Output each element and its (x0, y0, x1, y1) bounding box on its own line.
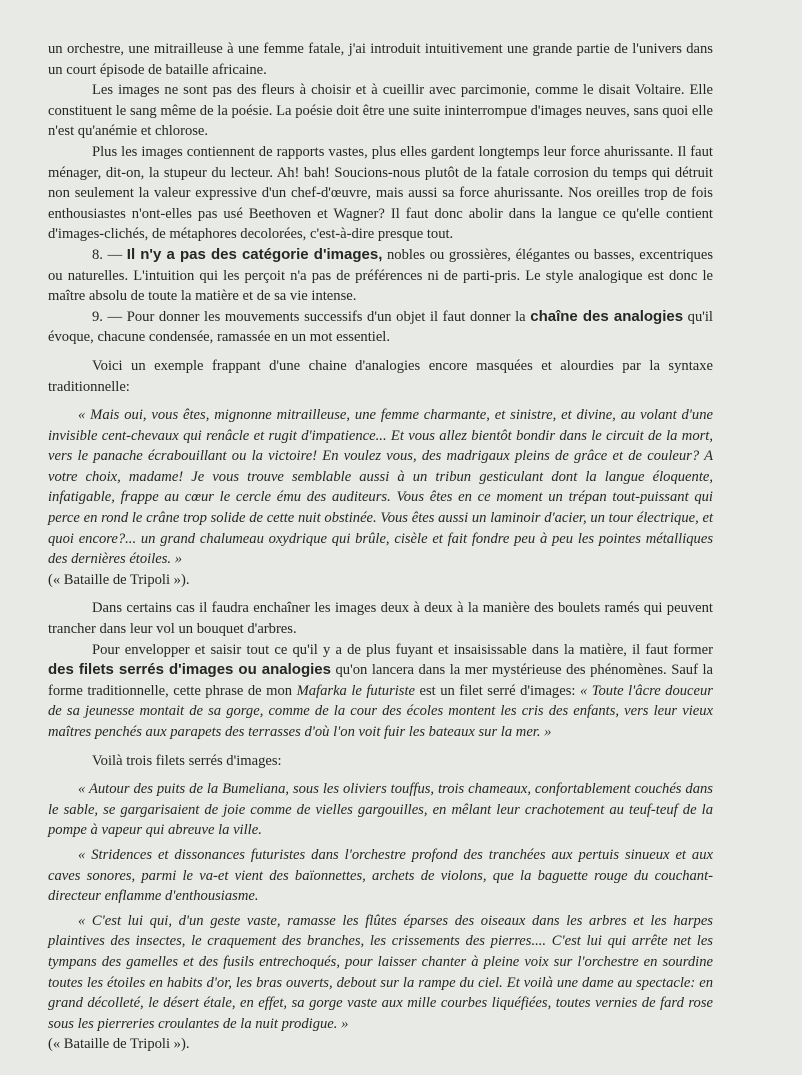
quote-stridences: « Stridences et dissonances futuristes dans l'orchestre profond des tranchées aux pertuis sinueux et aux caves sonores, parmi le va-et vient des baïonnettes, archets de violons, que la baguette rouge du couchant-directeur enflamme d'enthousiasme. (48, 846, 713, 905)
paragraph-exemple: Voici un exemple frappant d'une chaine d'analogies encore masquées et alourdies par la syntaxe traditionnelle: (48, 357, 713, 395)
point-8-number: 8. — (92, 246, 127, 263)
paragraph-trois-filets: Voilà trois filets serrés d'images: (92, 752, 282, 769)
quote-source-1: (« Bataille de Tripoli »). (48, 571, 190, 588)
point-9-bold: chaîne des analogies (530, 307, 684, 325)
filets-mid2: est un filet serré d'images: (415, 682, 580, 699)
paragraph-point-8 (48, 245, 713, 307)
quote-mitrailleuse: « Mais oui, vous êtes, mignonne mitrailleuse, une femme charmante, et sinistre, et divine, au volant d'une invisible cent-chevaux qui renâcle et rugit d'impatience... Et vous allez bientôt bondir dans le circuit de la mort, vers le panache écrabouillant ou la victoire! En voulez vous, des madrigaux pleins de grâce et de couleur? A votre choix, madame! Je vous trouve semblable aussi à un tribun gesticulant dont la langue éloquente, infatigable, frappe au cœur le cercle ému des auditeurs. Vous êtes en ce moment un trépan tout-puissant qui perce en rond le crâne trop solide de cette nuit obstinée. Vous êtes aussi un laminoir d'acier, un tour électrique, et quoi encore?... un grand chalumeau oxydrique qui brûle, cisèle et fait fondre peu à peu les pointes métalliques des dernières étoiles. » (48, 407, 713, 568)
paragraph-images-fleurs: Les images ne sont pas des fleurs à choisir et à cueillir avec parcimonie, comme le disait Voltaire. Elle constituent le sang même de la poésie. La poésie doit être une suite ininterrompue d'images neuves, sans quoi elle n'est qu'anémie et chlorose. (48, 82, 713, 140)
point-8-bold: Il n'y a pas des catégorie d'images, (126, 245, 383, 263)
quote-geste-vaste: « C'est lui qui, d'un geste vaste, ramasse les flûtes éparses des oiseaux dans les arbres et les harpes plaintives des insectes, le craquement des branches, les crissements des pierres.... C'est lui qui arrête net les tympans des gamelles et des fusils entrechoqués, pour laisser chanter à pleine voix sur l'orchestre en sourdine toutes les étoiles en habits d'or, les bras ouverts, debout sur la rampe du ciel. Et voilà une dame au spectacle: en grand décolleté, le désert étale, en effet, sa gorge vaste aux mille courbes liquéfiées, toutes vernies de fard rose sous les pierreries croulantes de la nuit prodigue. » (48, 912, 713, 1032)
point-8-text: nobles ou grossières, élégantes ou basses, excentriques ou naturelles. L'intuition qui les perçoit n'a pas de préférences ni de parti-pris. Le style analogique est donc le maître absolu de toute la matière et de sa vie intense. (48, 246, 713, 305)
paragraph-intro: un orchestre, une mitrailleuse à une femme fatale, j'ai introduit intuitivement une grande partie de l'univers dans un court épisode de bataille africaine. (48, 41, 713, 78)
filets-text: Pour envelopper et saisir tout ce qu'il y a de plus fuyant et insaisissable dans la matière, il faut former (92, 641, 713, 658)
paragraph-point-9 (48, 307, 713, 348)
paragraph-rapports-vastes: Plus les images contiennent de rapports vastes, plus elles gardent longtemps leur force ahurissante. Il faut ménager, dit-on, la stupeur du lecteur. Ah! bah! Soucions-nous plutôt de la fatale corrosion du temps qui détruit non seulement la valeur expressive d'un chef-d'œuvre, mais aussi sa force ahurissante. Nos oreilles trop de fois enthousiastes n'ont-elles pas usé Beethoven et Wagner? Il faut donc abolir dans la langue ce qu'elle contient d'images-clichés, de métaphores decolorées, c'est-à-dire presque tout. (48, 143, 713, 243)
book-title: Mafarka le futuriste (296, 682, 416, 699)
point-9-rest: qu'il évoque, chacune condensée, ramassée en un mot essentiel. (48, 308, 713, 346)
quote-source-2: (« Bataille de Tripoli »). (48, 1036, 190, 1053)
filets-quote: « Toute l'âcre douceur de sa jeunesse montait de sa gorge, comme de la cour des écoles montent les cris des enfants, vers leur vieux maîtres penchés aux parapets des terrasses d'où l'on voit fuir les bateaux sur la mer. » (48, 682, 713, 740)
paragraph-filets (48, 640, 713, 743)
filets-bold: des filets serrés d'images ou analogies (48, 661, 331, 679)
quote-bumeliana: « Autour des puits de la Bumeliana, sous les oliviers touffus, trois chameaux, confortablement couchés dans le sable, se gargarisaient de joie comme de vielles gargouilles, en mêlant leur crachotement au teuf-teuf de la pompe à vapeur qui abreuve la ville. (48, 781, 713, 839)
point-9-text: 9. — Pour donner les mouvements successifs d'un objet il faut donner la (92, 308, 531, 325)
paragraph-boulets: Dans certains cas il faudra enchaîner les images deux à deux à la manière des boulets ramés qui peuvent trancher dans leur vol un bouquet d'arbres. (48, 600, 713, 638)
filets-mid: qu'on lancera dans la mer mystérieuse des phénomènes. Sauf la forme traditionnelle, cette phrase de mon (48, 662, 713, 699)
